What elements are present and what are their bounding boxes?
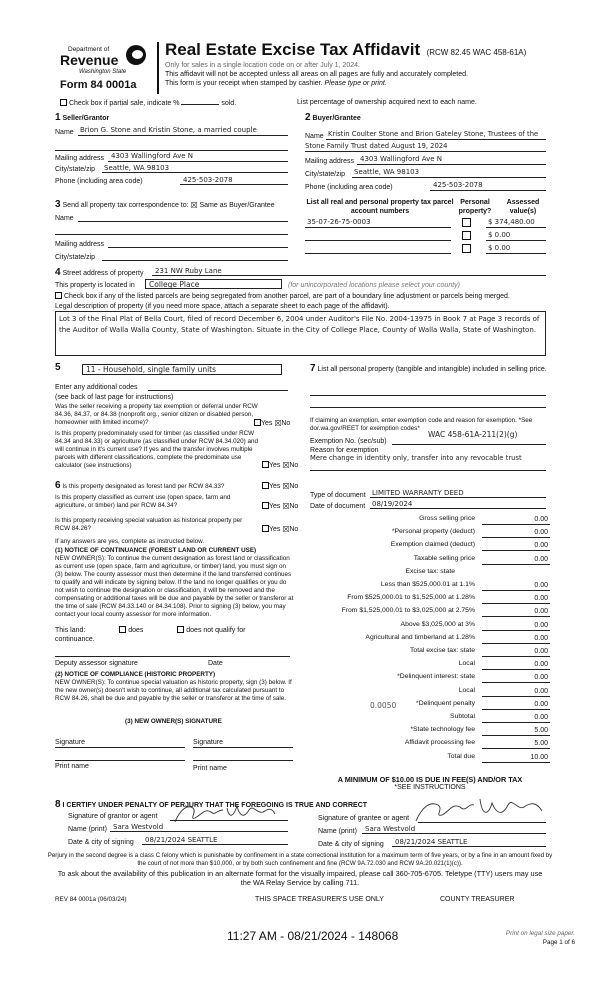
- reason-label: Reason for exemption: [310, 447, 379, 454]
- notice2-title: (2) NOTICE OF COMPLIANCE (HISTORIC PROPERTY): [55, 671, 216, 678]
- grantee-name-label: Name (print): [318, 828, 357, 835]
- forest-yes-checkbox[interactable]: [262, 482, 269, 489]
- timber-yes-checkbox[interactable]: [262, 461, 269, 468]
- see-back-note: (see back of last page for instructions): [55, 394, 174, 401]
- document-type[interactable]: LIMITED WARRANTY DEED: [372, 489, 464, 497]
- exemption-no-label: Exemption No. (sec/sub): [310, 438, 387, 445]
- notice1-title: (1) NOTICE OF CONTINUANCE (FOREST LAND OR CURRENT USE): [55, 547, 257, 554]
- fee-row: [310, 673, 550, 683]
- fee-row: [310, 647, 550, 657]
- timber-question: Is this property predominately used for timber (as classified under RCW 84.34 and 84.33) or agriculture (as classified under RCW 84.34.020) and will continue in it's current use? If yes and the transfer involves multiple parcels with different classifications, complete the predominate use calculator (see instructions): [55, 430, 259, 469]
- fee-label: Gross selling price: [419, 515, 475, 522]
- fee-value[interactable]: 5.00: [482, 726, 550, 736]
- grantee-date-city[interactable]: 08/21/2024 SEATTLE: [395, 838, 468, 846]
- section5-number: 5: [55, 362, 61, 373]
- grantor-signature[interactable]: [165, 800, 290, 826]
- fee-label: Agricultural and timberland at 1.28%: [365, 633, 475, 641]
- fee-label: Affidavit processing fee: [404, 739, 475, 747]
- state-line: Washington State: [79, 69, 127, 75]
- assessed-value-1[interactable]: $ 374,480.00: [488, 218, 535, 226]
- exemption-instructions: If claiming an exemption, enter exemption code and reason for exemption. *See dor.wa.gov/REET for exemption codes*: [310, 417, 533, 432]
- fee-row: [310, 687, 550, 697]
- this-land-row: This land: does does not qualify for: [55, 627, 246, 634]
- corr-name-label: Name: [55, 215, 74, 222]
- buyer-phone[interactable]: 425-503-2078: [433, 181, 483, 189]
- fee-value[interactable]: 0.00: [482, 713, 550, 723]
- does-not-checkbox[interactable]: [177, 626, 184, 633]
- legal-paper-note: Print on legal size paper.: [505, 930, 575, 937]
- unincorporated-note: (for unincorporated locations please select your county): [288, 282, 460, 289]
- any-yes-note: If any answers are yes, complete as instructed below.: [55, 538, 205, 545]
- grantor-date-label: Date & city of signing: [68, 839, 134, 846]
- location-select[interactable]: College Place: [145, 279, 282, 289]
- forest-question: 6 Is this property designated as forest land per RCW 84.33?: [55, 480, 225, 491]
- same-as-buyer-checkbox[interactable]: ☒: [190, 201, 198, 210]
- current-use-yes-no: Yes ☒No: [262, 502, 298, 511]
- buyer-name-label: Name: [305, 133, 324, 140]
- seller-phone-label: Phone (including area code): [55, 178, 143, 185]
- notice1-text: NEW OWNER(S): To continue the current designation as forest land or classification as current use (open space, farm and agriculture, or timber) land, you must sign on (3) below. The county assessor must then determine if the land transferred continues to qualify and will indicate by signing below. If the land no longer qualifies or you do not wish to continue the designation or classification, it will be removed and the compensating or additional taxes will be due and payable by the seller or transferor at the time of sale (RCW 84.33.140 or 84.34.108). Prior to signing (3) below, you may contact your local county assessor for more information.: [55, 555, 294, 618]
- located-label: This property is located in: [55, 282, 135, 289]
- fee-value[interactable]: 0.00: [482, 555, 550, 565]
- buyer-address[interactable]: 4303 Wallingford Ave N: [360, 155, 442, 163]
- owner-signature-label-1: Signature: [55, 739, 85, 746]
- deputy-date-label: Date: [208, 660, 223, 667]
- fee-value[interactable]: 0.00: [482, 607, 550, 617]
- grantee-name[interactable]: Sara Westvold: [365, 825, 416, 833]
- grantor-name[interactable]: Sara Westvold: [113, 823, 164, 831]
- fee-label: Total excise tax: state: [410, 647, 475, 654]
- fee-row: [310, 581, 550, 591]
- fee-value[interactable]: 0.00: [482, 594, 550, 604]
- partial-sale-checkbox[interactable]: [60, 99, 67, 106]
- historic-yes-no: Yes ☒No: [262, 525, 298, 534]
- doc-date-label: Date of document: [310, 503, 366, 510]
- dor-logo: [60, 42, 155, 94]
- subtitle-1: Only for sales in a single location code on or after July 1, 2024.: [165, 62, 360, 69]
- segregated-checkbox[interactable]: [55, 292, 62, 299]
- street-label: 4 Street address of property: [55, 267, 144, 278]
- fee-value[interactable]: 10.00: [482, 753, 550, 763]
- buyer-phone-label: Phone (including area code): [305, 184, 393, 191]
- alt-format-notice: To ask about the availability of this publication in an alternate format for the visually impaired, please call 360-705-6705. Teletype (TTY) users may use the WA Relay Service by calling 711.: [57, 869, 543, 887]
- personal-property-checkbox-2[interactable]: [462, 231, 471, 240]
- fee-label: *State technology fee: [410, 726, 475, 734]
- personal-property-checkbox-3[interactable]: [462, 244, 471, 253]
- fee-label: Above $3,025,000 at 3%: [400, 620, 475, 628]
- fee-value[interactable]: 0.00: [482, 647, 550, 657]
- header-divider: [157, 42, 159, 94]
- revision-code: REV 84 0001a (06/03/24): [55, 896, 127, 903]
- forest-no-checkbox[interactable]: ☒: [282, 482, 290, 491]
- deputy-sig-label: Deputy assessor signature: [55, 660, 138, 667]
- correspondence-heading: 3 Send all property tax correspondence to: ☒ Same as Buyer/Grantee: [55, 199, 275, 210]
- fee-label: Less than $525,000.01 at 1.1%: [380, 581, 475, 588]
- seller-name-label: Name: [55, 129, 74, 136]
- fee-value[interactable]: 0.00: [482, 581, 550, 591]
- fee-label: Local: [458, 660, 475, 668]
- buyer-city-label: City/state/zip: [305, 171, 346, 178]
- fee-label: Exemption claimed (deduct): [390, 541, 475, 549]
- fee-row: [310, 726, 550, 736]
- exemption-reason[interactable]: Mere change in identity only, transfer into any revocable trust: [310, 454, 522, 462]
- legal-description: Lot 3 of the Final Plat of Bella Court, filed of record December 6, 2004 under Auditor's File No. 2004-13975 in Book 7 at Page 3 records of the Auditor of Walla Walla County, State of Washington. Situate in the City of College Place, County of Walla Walla, State of Washington.: [59, 315, 540, 334]
- fee-row: [310, 739, 550, 749]
- owner-signature-line-1[interactable]: [55, 747, 185, 748]
- treasurer-space: THIS SPACE TREASURER'S USE ONLY: [255, 896, 384, 903]
- fee-label: Local: [458, 686, 475, 694]
- exemption-yes-checkbox[interactable]: [254, 419, 261, 426]
- corr-address-label: Mailing address: [55, 241, 105, 248]
- buyer-name-line1[interactable]: Kristin Coulter Stone and Brion Gateley Stone, Trustees of the: [328, 130, 539, 138]
- exemption-number[interactable]: WAC 458-61A-211(2)(g): [428, 430, 518, 439]
- title-text: Real Estate Excise Tax Affidavit: [165, 40, 421, 59]
- parcel-number-1[interactable]: 35-07-26-75-0003: [307, 218, 371, 226]
- fee-row: [310, 621, 550, 631]
- grantee-signature[interactable]: [408, 795, 548, 825]
- owner-print-label-1: Print name: [55, 763, 89, 770]
- fee-row: [310, 515, 550, 525]
- street-address[interactable]: 231 NW Ruby Lane: [155, 267, 222, 275]
- grantor-sig-label: Signature of grantor or agent: [68, 813, 158, 820]
- fee-label: *Delinquent penalty: [416, 699, 475, 707]
- historic-question: Is this property receiving special valuation as historical property per RCW 84.26?: [55, 517, 243, 532]
- seller-address-label: Mailing address: [55, 155, 105, 162]
- seller-heading: 1 Seller/Grantor: [55, 112, 110, 123]
- assessed-value-3[interactable]: $ 0.00: [488, 244, 511, 252]
- certify-statement: 8 I CERTIFY UNDER PENALTY OF PERJURY THAT THE FOREGOING IS TRUE AND CORRECT: [55, 799, 368, 810]
- timber-no-checkbox[interactable]: ☒: [282, 461, 290, 470]
- exemption-no-checkbox[interactable]: ☒: [274, 419, 282, 428]
- current-use-no-checkbox[interactable]: ☒: [282, 502, 290, 511]
- fee-row: [310, 555, 550, 565]
- exemption-yes-no: Yes ☒No: [254, 419, 290, 428]
- buyer-city[interactable]: Seattle, WA 98103: [354, 168, 420, 176]
- corr-city-label: City/state/zip: [55, 254, 96, 261]
- parcel-col-header: List all real and personal property tax parcel account numbers: [306, 199, 454, 215]
- timber-yes-no: Yes ☒No: [262, 461, 298, 470]
- section7-heading: 7 List all personal property (tangible and intangible) included in selling price.: [310, 363, 547, 374]
- grantor-name-label: Name (print): [68, 826, 107, 833]
- fee-label: Excise tax: state: [405, 567, 455, 575]
- legal-description-box[interactable]: [55, 311, 546, 356]
- fee-value[interactable]: 0.00: [482, 700, 550, 710]
- fee-label: Subtotal: [450, 713, 475, 720]
- assessed-col-header: Assessed value(s): [506, 199, 540, 215]
- fee-row: [310, 568, 550, 578]
- fee-value[interactable]: 0.00: [482, 528, 550, 538]
- fee-value[interactable]: 0.00: [482, 673, 550, 683]
- does-checkbox[interactable]: [119, 626, 126, 633]
- grantee-date-label: Date & city of signing: [318, 841, 384, 848]
- minimum-due-note: A MINIMUM OF $10.00 IS DUE IN FEE(S) AND/OR TAX: [337, 775, 523, 784]
- historic-no-checkbox[interactable]: ☒: [282, 525, 290, 534]
- personal-col-header: Personal property?: [458, 199, 492, 215]
- county-treasurer: COUNTY TREASURER: [440, 896, 515, 903]
- fee-label: From $525,000.01 to $1,525,000 at 1.28%: [347, 594, 475, 602]
- assessed-value-2[interactable]: $ 0.00: [488, 231, 511, 239]
- seller-phone[interactable]: 425-503-2078: [183, 176, 233, 184]
- fee-label: Taxable selling price: [413, 554, 475, 562]
- fee-row: [310, 594, 550, 604]
- current-use-question: Is this property classified as current use (open space, farm and agriculture, or timber) land per RCW 84.34?: [55, 494, 231, 509]
- owner-signature-label-2: Signature: [193, 739, 223, 746]
- owner-signature-line-2[interactable]: [193, 747, 293, 748]
- fee-row: [310, 660, 550, 670]
- fee-value[interactable]: 0.00: [482, 660, 550, 670]
- personal-property-checkbox-1[interactable]: [462, 218, 471, 227]
- fee-value[interactable]: 0.00: [482, 687, 550, 697]
- use-code-select[interactable]: 11 - Household, single family units: [82, 364, 282, 375]
- logo-swirl-icon: [126, 45, 146, 65]
- fee-row: [310, 634, 550, 644]
- new-owner-sig-title: (3) NEW OWNER(S) SIGNATURE: [125, 718, 222, 725]
- dept-line: Department of: [68, 46, 110, 53]
- continuance-label: continuance.: [55, 636, 95, 643]
- fee-label: *Personal property (deduct): [391, 528, 475, 536]
- form-title: [165, 40, 526, 60]
- fee-value[interactable]: 0.00: [482, 515, 550, 525]
- buyer-name-line2[interactable]: Stone Family Trust dated August 19, 2024: [305, 142, 448, 150]
- segregated-row: Check box if any of the listed parcels are being segregated from another parcel, are part of a boundary line adjustment or parcels being merged.: [55, 292, 510, 301]
- local-rate: 0.0050: [370, 701, 397, 710]
- additional-codes-label: Enter any additional codes: [55, 384, 138, 391]
- owner-print-label-2: Print name: [193, 765, 227, 772]
- doc-type-label: Type of document: [310, 492, 366, 499]
- subtitle-3: This form is your receipt when stamped by cashier. Please type or print.: [165, 80, 387, 87]
- fee-value[interactable]: 0.00: [482, 634, 550, 644]
- see-instructions-note: *SEE INSTRUCTIONS: [394, 784, 466, 791]
- fee-row: [310, 607, 550, 617]
- grantor-date-city[interactable]: 08/21/2024 SEATTLE: [145, 836, 218, 844]
- perjury-notice: Perjury in the second degree is a class C felony which is punishable by confinement in a state correctional institution for a maximum term of five years, or by a fine in an amount fixed by the court of not more than $10,000, or by both such confinement and fine (RCW 9A.72.030 and RCW 9A.20.021(1)(c)).: [47, 852, 553, 867]
- legal-label: Legal description of property (if you need more space, attach a separate sheet to each page of the affidavit).: [55, 303, 390, 310]
- fee-row: [310, 528, 550, 538]
- title-ref: (RCW 82.45 WAC 458-61A): [426, 48, 527, 57]
- cashier-stamp: 11:27 AM - 08/21/2024 - 148068: [227, 929, 399, 943]
- revenue-wordmark: Revenue: [60, 52, 119, 68]
- seller-city[interactable]: Seattle, WA 98103: [104, 164, 170, 172]
- fee-row: [310, 753, 550, 763]
- page-number: Page 1 of 6: [542, 939, 575, 946]
- document-date[interactable]: 08/19/2024: [372, 500, 413, 508]
- seller-city-label: City/state/zip: [55, 166, 96, 173]
- fee-label: *Delinquent interest: state: [397, 673, 475, 681]
- partial-sale-row: Check box if partial sale, indicate % sold.: [60, 99, 236, 108]
- forest-yes-no: Yes ☒No: [262, 482, 298, 491]
- form-number: Form 84 0001a: [60, 79, 137, 91]
- fee-label: Total due: [447, 752, 475, 760]
- fee-row: [310, 713, 550, 723]
- seller-name[interactable]: Brion G. Stone and Kristin Stone, a married couple: [80, 126, 257, 134]
- ownership-note: List percentage of ownership acquired next to each name.: [297, 99, 477, 106]
- buyer-heading: 2 Buyer/Grantee: [305, 112, 361, 123]
- exemption-question: Was the seller receiving a property tax exemption or deferral under RCW 84.36, 84.37, or 84.38 (nonprofit org., senior citizen or disabled person, homeowner with limited income)?: [55, 403, 258, 426]
- current-use-yes-checkbox[interactable]: [262, 502, 269, 509]
- fee-row: [310, 700, 550, 710]
- fee-value[interactable]: 0.00: [482, 541, 550, 551]
- subtitle-2: This affidavit will not be accepted unless all areas on all pages are fully and accurately completed.: [165, 71, 468, 78]
- seller-address[interactable]: 4303 Wallingford Ave N: [111, 152, 193, 160]
- fee-value[interactable]: 0.00: [482, 621, 550, 631]
- buyer-address-label: Mailing address: [305, 158, 355, 165]
- notice2-text: NEW OWNER(S): To continue special valuation as historic property, sign (3) below. If the new owner(s) doesn't wish to continue, all additional tax calculated pursuant to RCW 84.26, shall be due and payable by the seller or transferor at the time of sale.: [55, 679, 292, 702]
- fee-label: From $1,525,000.01 to $3,025,000 at 2.75%: [341, 607, 475, 615]
- grantee-sig-label: Signature of grantee or agent: [318, 815, 410, 822]
- fee-row: [310, 541, 550, 551]
- fee-value[interactable]: 5.00: [482, 739, 550, 749]
- historic-yes-checkbox[interactable]: [262, 525, 269, 532]
